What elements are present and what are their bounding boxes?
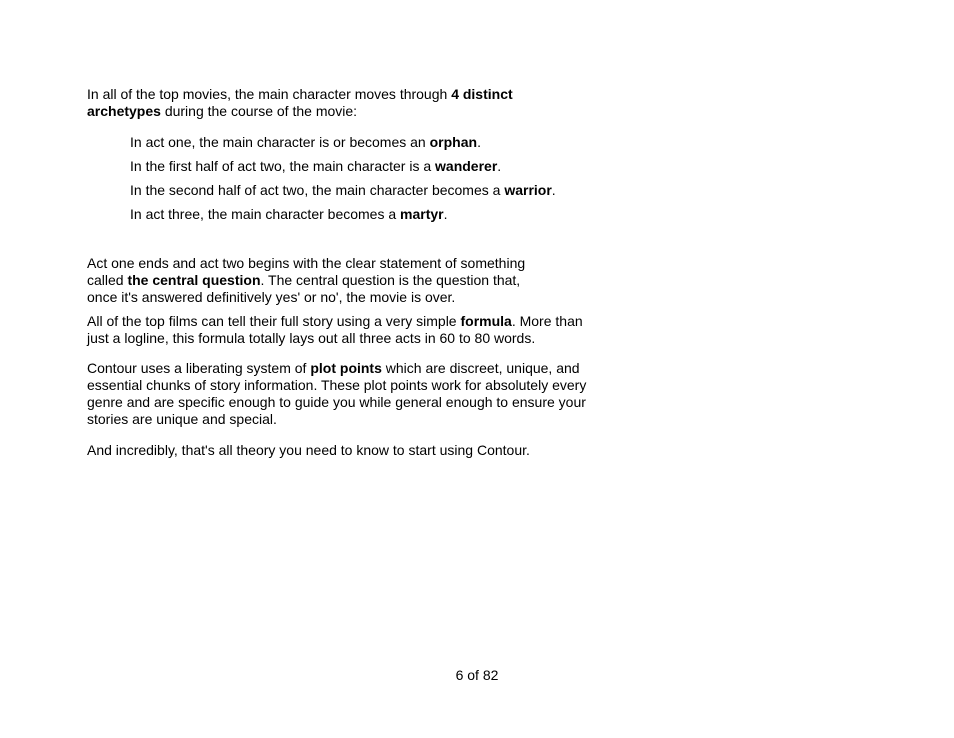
formula-bold-text: formula	[460, 313, 512, 329]
intro-bold-text: 4 distinct	[451, 86, 513, 102]
closing-text: And incredibly, that's all theory you need to know to start using Contour.	[87, 442, 530, 458]
central-question-paragraph	[87, 255, 557, 306]
archetype-text: In act one, the main character is or becomes an	[130, 134, 430, 150]
plot-points-paragraph	[87, 360, 607, 428]
archetype-punct: .	[551, 182, 556, 198]
formula-line-2: just a logline, this formula totally lays out all three acts in 60 to 80 words.	[87, 330, 536, 346]
closing-paragraph	[87, 442, 607, 459]
archetype-punct: .	[477, 134, 481, 150]
archetype-text: In act three, the main character becomes a	[130, 206, 401, 222]
archetype-name: wanderer	[435, 158, 498, 174]
contour-line-4: stories are unique and special.	[87, 411, 277, 427]
archetype-name: martyr	[400, 206, 444, 222]
central-line-1: Act one ends and act two begins with the clear statement of something	[87, 255, 526, 271]
archetype-wanderer-line	[130, 158, 501, 175]
intro-text-before: In all of the top movies, the main character moves through	[87, 86, 452, 102]
archetype-text: In the second half of act two, the main character becomes a	[130, 182, 505, 198]
archetype-name: warrior	[504, 182, 552, 198]
intro-paragraph	[87, 86, 547, 120]
archetype-martyr-line	[130, 206, 448, 223]
contour-text-before: Contour uses a liberating system of	[87, 360, 311, 376]
archetype-punct: .	[443, 206, 448, 222]
contour-text-after: which are discreet, unique, and	[381, 360, 580, 376]
intro-text-after: during the course of the movie:	[160, 103, 358, 119]
intro-bold-text-2: archetypes	[87, 103, 161, 119]
page-number-label: 6 of 82	[455, 667, 499, 683]
archetype-orphan-line	[130, 134, 481, 151]
formula-text-after: . More than	[511, 313, 583, 329]
formula-text-before: All of the top films can tell their full story using a very simple	[87, 313, 461, 329]
archetype-text: In the first half of act two, the main character is a	[130, 158, 436, 174]
archetype-warrior-line	[130, 182, 556, 199]
central-line-3: once it's answered definitively yes' or no', the movie is over.	[87, 289, 456, 305]
contour-bold-text: plot points	[310, 360, 382, 376]
formula-paragraph	[87, 313, 607, 347]
contour-line-3: genre and are specific enough to guide you while general enough to ensure your	[87, 394, 586, 410]
archetype-punct: .	[497, 158, 502, 174]
contour-line-2: essential chunks of story information. These plot points work for absolutely every	[87, 377, 587, 393]
central-bold-text: the central question	[127, 272, 261, 288]
central-text-before: called	[87, 272, 128, 288]
archetype-name: orphan	[429, 134, 478, 150]
central-text-after: . The central question is the question that,	[260, 272, 521, 288]
page-number	[0, 667, 954, 684]
